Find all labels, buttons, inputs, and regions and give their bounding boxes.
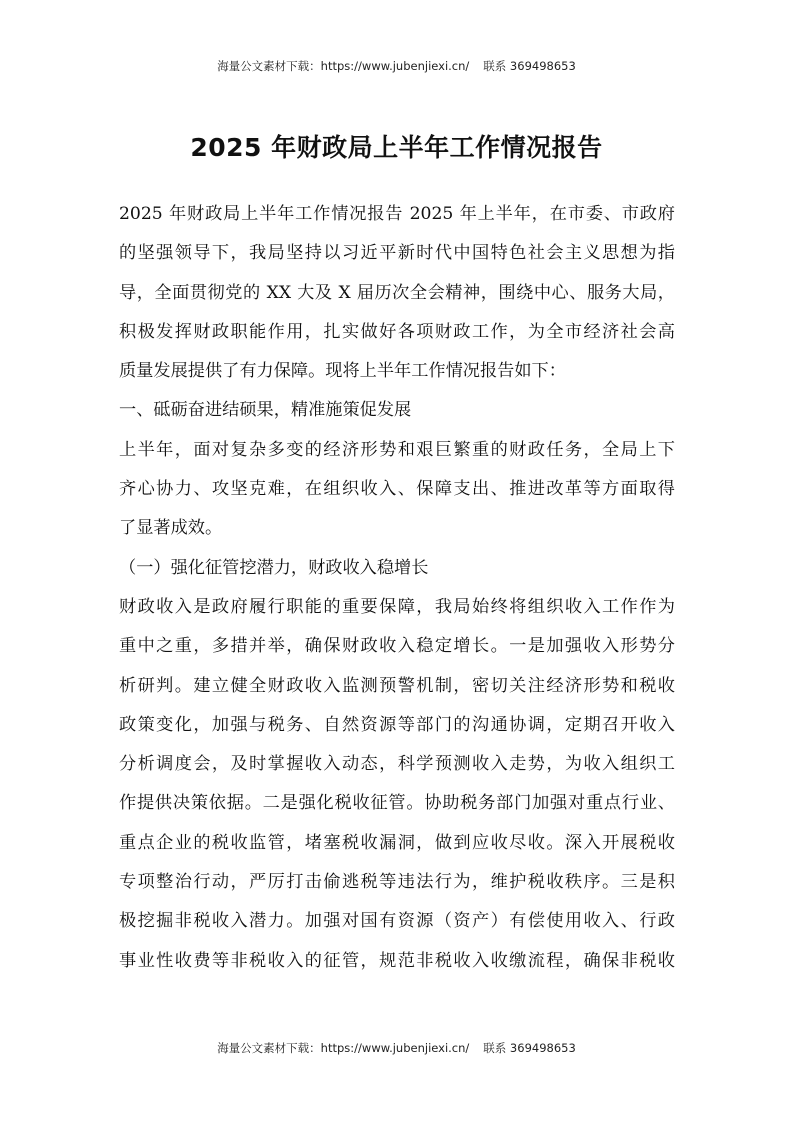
body-line: 了显著成效。 xyxy=(119,518,223,539)
footer-download-label: 海量公文素材下载：https://www.jubenjiexi.cn/ xyxy=(217,1041,470,1055)
header-contact: 联系 369498653 xyxy=(483,59,576,73)
document-body xyxy=(119,195,675,981)
page-header xyxy=(0,58,793,74)
body-line: 导，全面贯彻党的 XX 大及 X 届历次全会精神，围绕中心、服务大局， xyxy=(119,282,675,303)
page-footer xyxy=(0,1040,793,1056)
body-line: 积极发挥财政职能作用，扎实做好各项财政工作，为全市经济社会高 xyxy=(119,321,675,342)
body-line: 重中之重，多措并举，确保财政收入稳定增长。一是加强收入形势分 xyxy=(119,636,675,657)
body-line: 上半年，面对复杂多变的经济形势和艰巨繁重的财政任务，全局上下 xyxy=(119,439,675,460)
header-download-label: 海量公文素材下载：https://www.jubenjiexi.cn/ xyxy=(217,59,470,73)
body-line: 2025 年财政局上半年工作情况报告 2025 年上半年，在市委、市政府 xyxy=(119,204,675,224)
body-line: 重点企业的税收监管，堵塞税收漏洞，做到应收尽收。深入开展税收 xyxy=(119,832,675,853)
body-line: 极挖掘非税收入潜力。加强对国有资源（资产）有偿使用收入、行政 xyxy=(119,911,675,932)
body-line: 政策变化，加强与税务、自然资源等部门的沟通协调，定期召开收入 xyxy=(119,714,675,735)
section-heading: 一、砥砺奋进结硕果，精准施策促发展 xyxy=(119,400,412,421)
footer-contact: 联系 369498653 xyxy=(483,1041,576,1055)
body-line: 事业性收费等非税收入的征管，规范非税收入收缴流程，确保非税收 xyxy=(119,950,675,971)
document-title: 2025 年财政局上半年工作情况报告 xyxy=(190,133,603,162)
body-line: 析研判。建立健全财政收入监测预警机制，密切关注经济形势和税收 xyxy=(119,675,675,696)
body-line: 的坚强领导下，我局坚持以习近平新时代中国特色社会主义思想为指 xyxy=(119,243,675,264)
body-line: 齐心协力、攻坚克难，在组织收入、保障支出、推进改革等方面取得 xyxy=(119,479,675,500)
body-line: 作提供决策依据。二是强化税收征管。协助税务部门加强对重点行业、 xyxy=(119,793,675,814)
body-line: 质量发展提供了有力保障。现将上半年工作情况报告如下： xyxy=(119,361,566,382)
body-line: 分析调度会，及时掌握收入动态，科学预测收入走势，为收入组织工 xyxy=(119,754,675,775)
body-line: 专项整治行动，严厉打击偷逃税等违法行为，维护税收秩序。三是积 xyxy=(119,872,675,893)
body-line: 财政收入是政府履行职能的重要保障，我局始终将组织收入工作作为 xyxy=(119,596,675,617)
subsection-heading: （一）强化征管挖潜力，财政收入稳增长 xyxy=(119,557,429,578)
